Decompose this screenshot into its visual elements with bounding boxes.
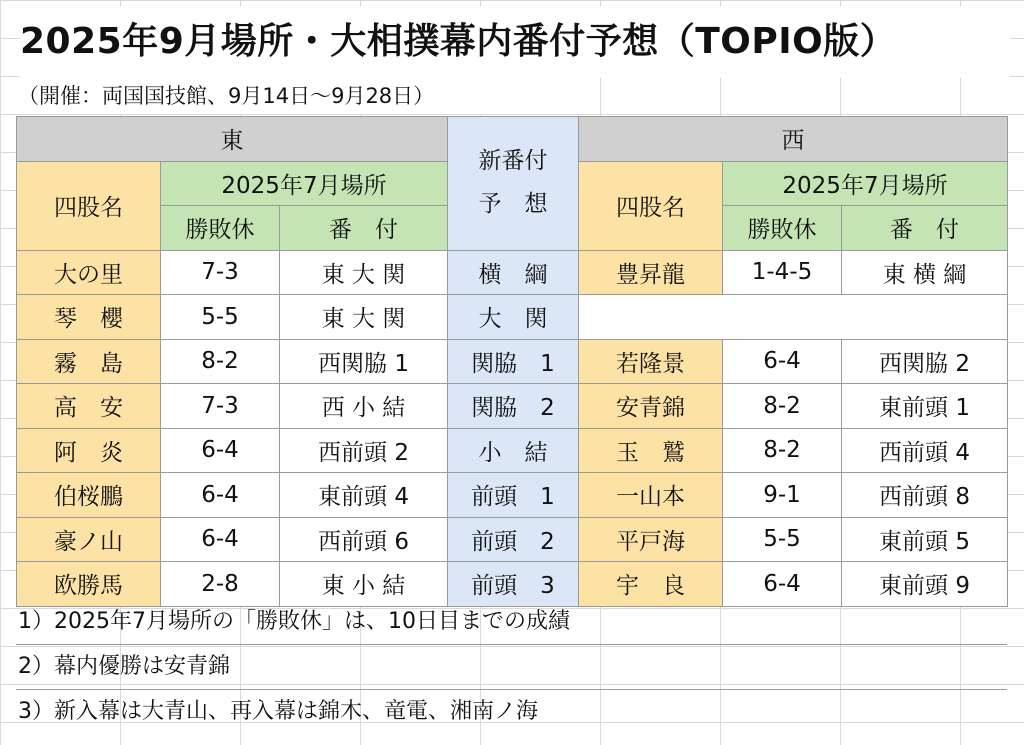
east-record: 7-3	[161, 250, 280, 295]
west-shikona: 安青錦	[579, 384, 723, 429]
table-row	[17, 339, 1008, 384]
west-rank: 東前頭 1	[842, 384, 1008, 429]
note-2: 2）幕内優勝は安青錦	[18, 654, 230, 679]
west-empty-cell	[579, 295, 1008, 340]
west-shikona: 玉 鷲	[579, 428, 723, 473]
west-shikona: 豊昇龍	[579, 250, 723, 295]
west-shikona: 若隆景	[579, 339, 723, 384]
west-shikona: 一山本	[579, 473, 723, 518]
table-row	[17, 428, 1008, 473]
new-rank: 小 結	[448, 428, 579, 473]
east-rank: 西 小 結	[280, 384, 448, 429]
east-rank-header: 番 付	[280, 206, 448, 251]
east-shikona: 豪ノ山	[17, 517, 161, 562]
west-record-header: 勝敗休	[723, 206, 842, 251]
new-rank: 関脇 1	[448, 339, 579, 384]
east-rank: 東 大 関	[280, 250, 448, 295]
side-header-row	[17, 117, 1008, 162]
table-row	[17, 384, 1008, 429]
banzuke-table	[16, 116, 1008, 607]
new-rank: 関脇 2	[448, 384, 579, 429]
east-record: 6-4	[161, 517, 280, 562]
table-row	[17, 562, 1008, 607]
table-row	[17, 473, 1008, 518]
note-3: 3）新入幕は大青山、再入幕は錦木、竜電、湘南ノ海	[18, 699, 538, 724]
west-shikona: 宇 良	[579, 562, 723, 607]
east-shikona: 伯桜鵬	[17, 473, 161, 518]
east-rank: 東 大 関	[280, 295, 448, 340]
note-1: 1）2025年7月場所の「勝敗休」は、10日目までの成績	[18, 609, 570, 634]
east-record: 6-4	[161, 473, 280, 518]
west-record: 6-4	[723, 562, 842, 607]
east-record: 6-4	[161, 428, 280, 473]
east-shikona: 霧 島	[17, 339, 161, 384]
west-header: 西	[579, 117, 1008, 162]
east-record: 8-2	[161, 339, 280, 384]
west-rank: 東前頭 5	[842, 517, 1008, 562]
east-shikona: 高 安	[17, 384, 161, 429]
east-shikona: 欧勝馬	[17, 562, 161, 607]
east-shikona: 阿 炎	[17, 428, 161, 473]
page-subtitle: （開催：両国国技館、9月14日〜9月28日）	[18, 78, 538, 114]
east-rank: 東 小 結	[280, 562, 448, 607]
new-rank: 大 関	[448, 295, 579, 340]
page-title: 2025年9月場所・大相撲幕内番付予想（TOPIO版）	[20, 6, 1010, 78]
new-banzuke-header-line2: 予 想	[478, 191, 548, 218]
new-rank: 横 綱	[448, 250, 579, 295]
east-rank: 東前頭 4	[280, 473, 448, 518]
west-shikona: 平戸海	[579, 517, 723, 562]
east-basho-header: 2025年7月場所	[161, 161, 448, 206]
east-record: 5-5	[161, 295, 280, 340]
west-record: 6-4	[723, 339, 842, 384]
west-record: 5-5	[723, 517, 842, 562]
new-rank: 前頭 2	[448, 517, 579, 562]
new-rank: 前頭 3	[448, 562, 579, 607]
east-record: 7-3	[161, 384, 280, 429]
new-banzuke-header	[448, 117, 579, 251]
table-row	[17, 295, 1008, 340]
west-record: 8-2	[723, 428, 842, 473]
new-rank: 前頭 1	[448, 473, 579, 518]
east-rank: 西前頭 6	[280, 517, 448, 562]
west-shikona-header: 四股名	[579, 161, 723, 250]
east-record-header: 勝敗休	[161, 206, 280, 251]
east-header: 東	[17, 117, 448, 162]
west-basho-header: 2025年7月場所	[723, 161, 1008, 206]
west-rank: 西前頭 8	[842, 473, 1008, 518]
note-divider	[16, 644, 1007, 645]
table-row	[17, 250, 1008, 295]
east-shikona-header: 四股名	[17, 161, 161, 250]
table-row	[17, 517, 1008, 562]
west-rank: 西前頭 4	[842, 428, 1008, 473]
west-record: 8-2	[723, 384, 842, 429]
east-shikona: 大の里	[17, 250, 161, 295]
west-rank: 西関脇 2	[842, 339, 1008, 384]
new-banzuke-header-line1: 新番付	[478, 147, 548, 174]
west-rank: 東前頭 9	[842, 562, 1008, 607]
west-record: 9-1	[723, 473, 842, 518]
east-rank: 西前頭 2	[280, 428, 448, 473]
west-rank-header: 番 付	[842, 206, 1008, 251]
east-rank: 西関脇 1	[280, 339, 448, 384]
west-rank: 東 横 綱	[842, 250, 1008, 295]
east-record: 2-8	[161, 562, 280, 607]
note-divider	[16, 689, 1007, 690]
east-shikona: 琴 櫻	[17, 295, 161, 340]
west-record: 1-4-5	[723, 250, 842, 295]
